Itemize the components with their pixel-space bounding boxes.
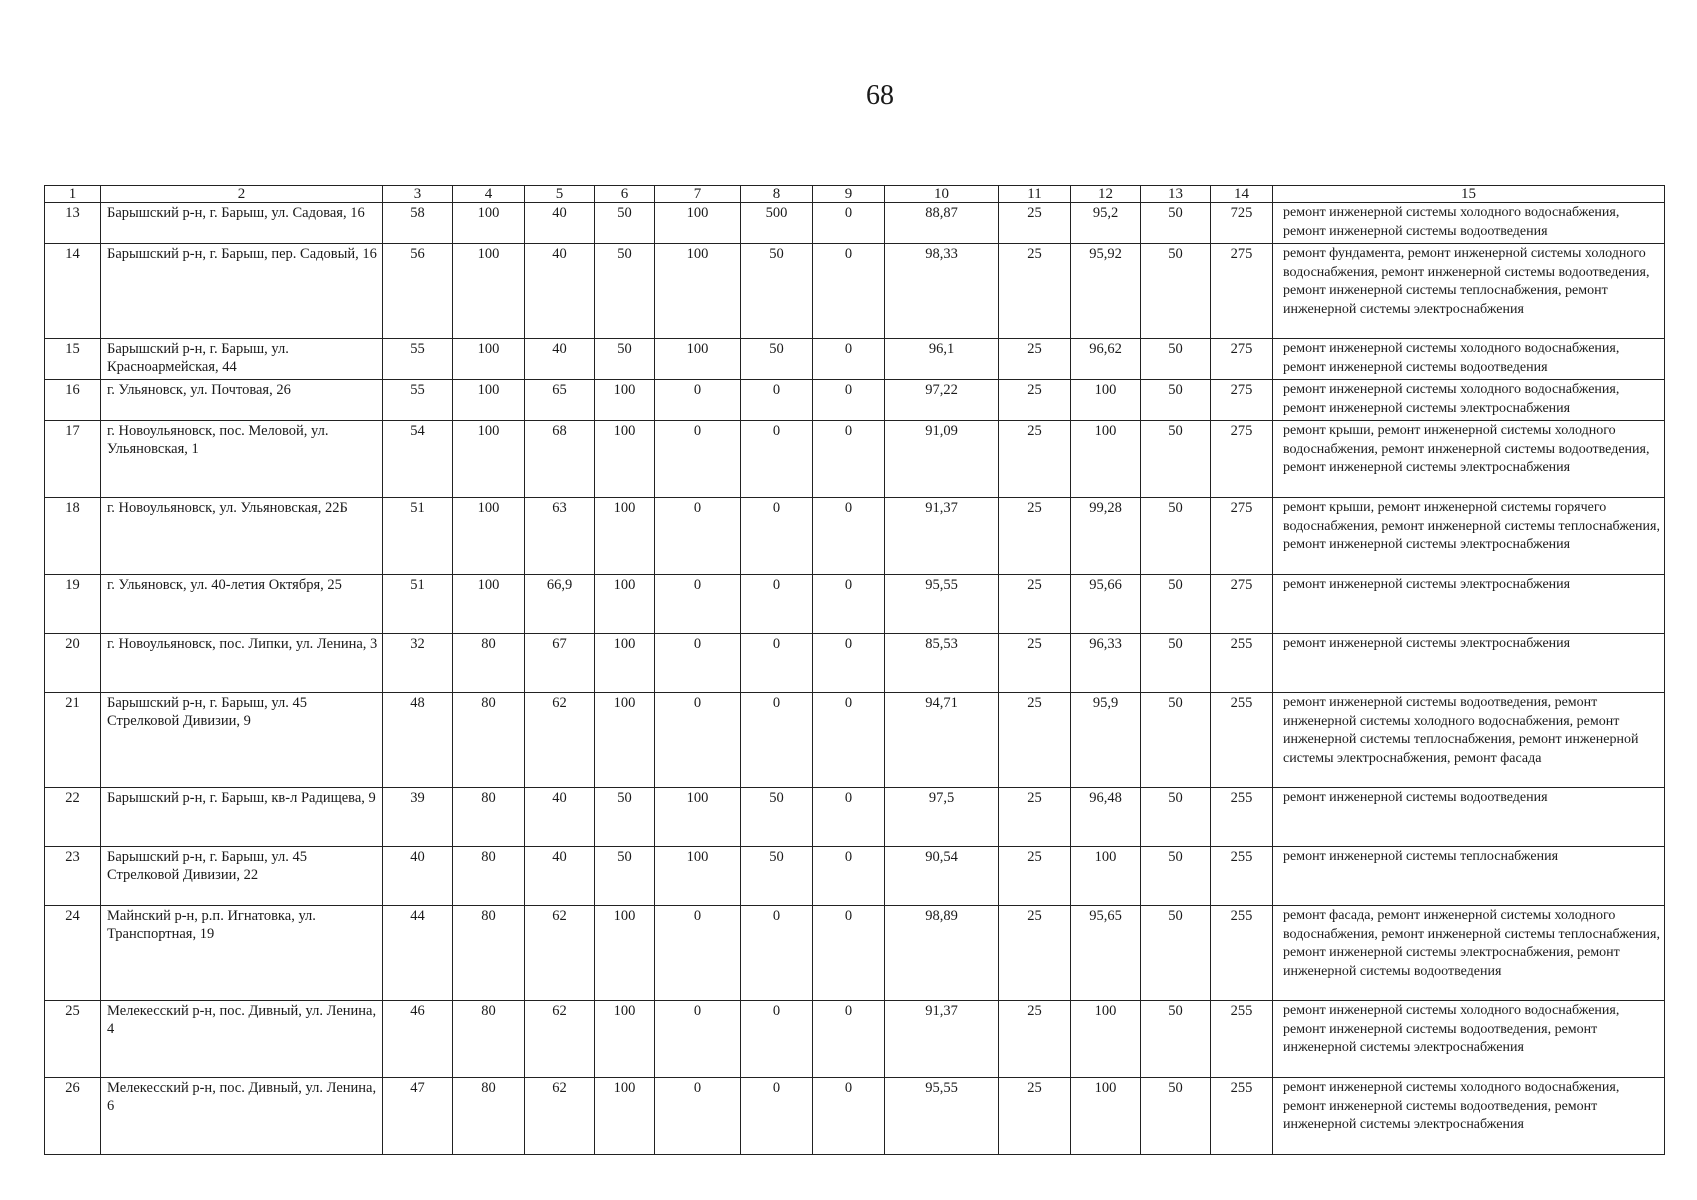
value-cell-13: 50 <box>1141 788 1211 847</box>
value-cell-10: 91,09 <box>885 421 999 498</box>
table-row <box>45 575 1665 634</box>
value-cell-14: 255 <box>1211 1001 1273 1078</box>
value-cell-6: 100 <box>595 634 655 693</box>
value-cell-4: 100 <box>453 498 525 575</box>
value-cell-14: 255 <box>1211 906 1273 1001</box>
value-cell-8: 0 <box>741 575 813 634</box>
table-row <box>45 788 1665 847</box>
address-cell: Барышский р-н, г. Барыш, ул. 45 Стрелковой Дивизии, 9 <box>101 693 383 788</box>
work-description-cell: ремонт инженерной системы электроснабжения <box>1273 575 1665 634</box>
value-cell-5: 65 <box>525 380 595 421</box>
column-header-1: 1 <box>45 186 101 203</box>
value-cell-7: 100 <box>655 203 741 244</box>
value-cell-7: 0 <box>655 906 741 1001</box>
value-cell-13: 50 <box>1141 498 1211 575</box>
column-header-10: 10 <box>885 186 999 203</box>
value-cell-10: 90,54 <box>885 847 999 906</box>
value-cell-3: 58 <box>383 203 453 244</box>
work-description-cell: ремонт фасада, ремонт инженерной системы холодного водоснабжения, ремонт инженерной системы теплоснабжения, ремонт инженерной системы электроснабжения, ремонт инженерной системы водоотведения <box>1273 906 1665 1001</box>
value-cell-14: 275 <box>1211 498 1273 575</box>
column-header-14: 14 <box>1211 186 1273 203</box>
value-cell-3: 56 <box>383 244 453 339</box>
value-cell-14: 275 <box>1211 575 1273 634</box>
value-cell-14: 275 <box>1211 380 1273 421</box>
value-cell-3: 48 <box>383 693 453 788</box>
value-cell-11: 25 <box>999 693 1071 788</box>
work-description-cell: ремонт инженерной системы электроснабжения <box>1273 634 1665 693</box>
value-cell-9: 0 <box>813 380 885 421</box>
value-cell-13: 50 <box>1141 1001 1211 1078</box>
value-cell-4: 100 <box>453 380 525 421</box>
value-cell-7: 100 <box>655 244 741 339</box>
value-cell-7: 100 <box>655 339 741 380</box>
value-cell-12: 95,65 <box>1071 906 1141 1001</box>
value-cell-3: 51 <box>383 575 453 634</box>
value-cell-4: 100 <box>453 421 525 498</box>
table-row <box>45 847 1665 906</box>
value-cell-9: 0 <box>813 693 885 788</box>
row-number-cell: 21 <box>45 693 101 788</box>
table-row <box>45 693 1665 788</box>
value-cell-3: 47 <box>383 1078 453 1155</box>
value-cell-11: 25 <box>999 847 1071 906</box>
value-cell-6: 100 <box>595 575 655 634</box>
value-cell-7: 100 <box>655 788 741 847</box>
row-number-cell: 17 <box>45 421 101 498</box>
value-cell-14: 725 <box>1211 203 1273 244</box>
value-cell-9: 0 <box>813 1001 885 1078</box>
value-cell-12: 100 <box>1071 847 1141 906</box>
table-row <box>45 906 1665 1001</box>
value-cell-7: 0 <box>655 498 741 575</box>
address-cell: Майнский р-н, р.п. Игнатовка, ул. Транспортная, 19 <box>101 906 383 1001</box>
value-cell-10: 96,1 <box>885 339 999 380</box>
value-cell-9: 0 <box>813 244 885 339</box>
work-description-cell: ремонт инженерной системы теплоснабжения <box>1273 847 1665 906</box>
column-header-8: 8 <box>741 186 813 203</box>
table-row <box>45 421 1665 498</box>
address-cell: Барышский р-н, г. Барыш, ул. Садовая, 16 <box>101 203 383 244</box>
value-cell-9: 0 <box>813 906 885 1001</box>
value-cell-9: 0 <box>813 498 885 575</box>
value-cell-11: 25 <box>999 203 1071 244</box>
address-cell: Барышский р-н, г. Барыш, пер. Садовый, 16 <box>101 244 383 339</box>
value-cell-12: 95,66 <box>1071 575 1141 634</box>
row-number-cell: 23 <box>45 847 101 906</box>
column-header-15: 15 <box>1273 186 1665 203</box>
value-cell-5: 40 <box>525 203 595 244</box>
address-cell: г. Ульяновск, ул. Почтовая, 26 <box>101 380 383 421</box>
column-header-7: 7 <box>655 186 741 203</box>
value-cell-12: 96,33 <box>1071 634 1141 693</box>
row-number-cell: 15 <box>45 339 101 380</box>
value-cell-4: 80 <box>453 1001 525 1078</box>
address-cell: г. Новоульяновск, пос. Меловой, ул. Ульяновская, 1 <box>101 421 383 498</box>
table-body <box>45 203 1665 1155</box>
value-cell-5: 62 <box>525 1001 595 1078</box>
value-cell-11: 25 <box>999 575 1071 634</box>
row-number-cell: 14 <box>45 244 101 339</box>
value-cell-6: 100 <box>595 1078 655 1155</box>
table-header-row <box>45 186 1665 203</box>
address-cell: Мелекесский р-н, пос. Дивный, ул. Ленина, 6 <box>101 1078 383 1155</box>
value-cell-7: 0 <box>655 1078 741 1155</box>
value-cell-3: 51 <box>383 498 453 575</box>
value-cell-4: 80 <box>453 1078 525 1155</box>
value-cell-10: 98,89 <box>885 906 999 1001</box>
value-cell-9: 0 <box>813 421 885 498</box>
value-cell-13: 50 <box>1141 634 1211 693</box>
table-row <box>45 1001 1665 1078</box>
value-cell-11: 25 <box>999 788 1071 847</box>
column-header-13: 13 <box>1141 186 1211 203</box>
data-table <box>44 185 1665 1155</box>
value-cell-10: 94,71 <box>885 693 999 788</box>
work-description-cell: ремонт инженерной системы холодного водоснабжения, ремонт инженерной системы водоотведения <box>1273 339 1665 380</box>
value-cell-4: 100 <box>453 575 525 634</box>
value-cell-4: 100 <box>453 244 525 339</box>
value-cell-5: 62 <box>525 906 595 1001</box>
address-cell: Мелекесский р-н, пос. Дивный, ул. Ленина, 4 <box>101 1001 383 1078</box>
value-cell-5: 40 <box>525 339 595 380</box>
value-cell-14: 275 <box>1211 339 1273 380</box>
value-cell-7: 0 <box>655 693 741 788</box>
value-cell-12: 96,48 <box>1071 788 1141 847</box>
column-header-2: 2 <box>101 186 383 203</box>
value-cell-11: 25 <box>999 1078 1071 1155</box>
value-cell-12: 100 <box>1071 1001 1141 1078</box>
value-cell-5: 67 <box>525 634 595 693</box>
value-cell-7: 0 <box>655 575 741 634</box>
value-cell-7: 0 <box>655 421 741 498</box>
work-description-cell: ремонт фундамента, ремонт инженерной системы холодного водоснабжения, ремонт инженерной системы водоотведения, ремонт инженерной системы теплоснабжения, ремонт инженерной системы электроснабжения <box>1273 244 1665 339</box>
value-cell-10: 95,55 <box>885 1078 999 1155</box>
table-row <box>45 339 1665 380</box>
column-header-4: 4 <box>453 186 525 203</box>
value-cell-13: 50 <box>1141 421 1211 498</box>
value-cell-14: 255 <box>1211 634 1273 693</box>
value-cell-5: 66,9 <box>525 575 595 634</box>
value-cell-8: 0 <box>741 906 813 1001</box>
data-table-container <box>44 185 1664 1155</box>
value-cell-13: 50 <box>1141 906 1211 1001</box>
column-header-11: 11 <box>999 186 1071 203</box>
table-row <box>45 634 1665 693</box>
value-cell-5: 68 <box>525 421 595 498</box>
table-row <box>45 203 1665 244</box>
value-cell-8: 0 <box>741 498 813 575</box>
work-description-cell: ремонт инженерной системы водоотведения <box>1273 788 1665 847</box>
value-cell-11: 25 <box>999 421 1071 498</box>
value-cell-11: 25 <box>999 634 1071 693</box>
value-cell-13: 50 <box>1141 1078 1211 1155</box>
work-description-cell: ремонт крыши, ремонт инженерной системы горячего водоснабжения, ремонт инженерной системы теплоснабжения, ремонт инженерной системы электроснабжения <box>1273 498 1665 575</box>
value-cell-6: 100 <box>595 693 655 788</box>
value-cell-4: 100 <box>453 203 525 244</box>
value-cell-13: 50 <box>1141 693 1211 788</box>
value-cell-8: 0 <box>741 1078 813 1155</box>
value-cell-11: 25 <box>999 244 1071 339</box>
row-number-cell: 26 <box>45 1078 101 1155</box>
value-cell-14: 255 <box>1211 847 1273 906</box>
value-cell-3: 55 <box>383 380 453 421</box>
value-cell-14: 275 <box>1211 244 1273 339</box>
value-cell-10: 97,5 <box>885 788 999 847</box>
value-cell-9: 0 <box>813 847 885 906</box>
value-cell-3: 55 <box>383 339 453 380</box>
work-description-cell: ремонт крыши, ремонт инженерной системы холодного водоснабжения, ремонт инженерной системы водоотведения, ремонт инженерной системы электроснабжения <box>1273 421 1665 498</box>
column-header-9: 9 <box>813 186 885 203</box>
work-description-cell: ремонт инженерной системы холодного водоснабжения, ремонт инженерной системы водоотведения, ремонт инженерной системы электроснабжения <box>1273 1078 1665 1155</box>
value-cell-11: 25 <box>999 1001 1071 1078</box>
value-cell-7: 0 <box>655 634 741 693</box>
value-cell-10: 95,55 <box>885 575 999 634</box>
value-cell-13: 50 <box>1141 380 1211 421</box>
value-cell-4: 80 <box>453 847 525 906</box>
value-cell-11: 25 <box>999 498 1071 575</box>
value-cell-5: 40 <box>525 788 595 847</box>
value-cell-4: 80 <box>453 788 525 847</box>
value-cell-6: 100 <box>595 498 655 575</box>
value-cell-12: 99,28 <box>1071 498 1141 575</box>
value-cell-8: 50 <box>741 339 813 380</box>
value-cell-3: 54 <box>383 421 453 498</box>
value-cell-8: 50 <box>741 847 813 906</box>
value-cell-13: 50 <box>1141 847 1211 906</box>
value-cell-7: 0 <box>655 1001 741 1078</box>
value-cell-10: 98,33 <box>885 244 999 339</box>
value-cell-14: 255 <box>1211 693 1273 788</box>
table-row <box>45 244 1665 339</box>
value-cell-5: 62 <box>525 693 595 788</box>
value-cell-12: 95,2 <box>1071 203 1141 244</box>
value-cell-11: 25 <box>999 339 1071 380</box>
row-number-cell: 22 <box>45 788 101 847</box>
row-number-cell: 18 <box>45 498 101 575</box>
value-cell-6: 50 <box>595 244 655 339</box>
table-row <box>45 498 1665 575</box>
column-header-5: 5 <box>525 186 595 203</box>
column-header-3: 3 <box>383 186 453 203</box>
value-cell-6: 100 <box>595 421 655 498</box>
value-cell-11: 25 <box>999 380 1071 421</box>
value-cell-14: 255 <box>1211 788 1273 847</box>
value-cell-3: 39 <box>383 788 453 847</box>
address-cell: Барышский р-н, г. Барыш, кв-л Радищева, 9 <box>101 788 383 847</box>
value-cell-12: 100 <box>1071 380 1141 421</box>
value-cell-7: 0 <box>655 380 741 421</box>
table-row <box>45 380 1665 421</box>
value-cell-8: 0 <box>741 421 813 498</box>
value-cell-13: 50 <box>1141 244 1211 339</box>
value-cell-9: 0 <box>813 634 885 693</box>
value-cell-12: 100 <box>1071 421 1141 498</box>
value-cell-4: 80 <box>453 634 525 693</box>
row-number-cell: 16 <box>45 380 101 421</box>
value-cell-8: 50 <box>741 244 813 339</box>
value-cell-6: 50 <box>595 847 655 906</box>
value-cell-13: 50 <box>1141 203 1211 244</box>
value-cell-5: 40 <box>525 847 595 906</box>
address-cell: Барышский р-н, г. Барыш, ул. Красноармейская, 44 <box>101 339 383 380</box>
value-cell-9: 0 <box>813 788 885 847</box>
value-cell-9: 0 <box>813 339 885 380</box>
value-cell-6: 100 <box>595 380 655 421</box>
value-cell-14: 275 <box>1211 421 1273 498</box>
value-cell-5: 63 <box>525 498 595 575</box>
value-cell-4: 80 <box>453 693 525 788</box>
value-cell-9: 0 <box>813 203 885 244</box>
value-cell-6: 100 <box>595 1001 655 1078</box>
value-cell-5: 62 <box>525 1078 595 1155</box>
address-cell: Барышский р-н, г. Барыш, ул. 45 Стрелковой Дивизии, 22 <box>101 847 383 906</box>
value-cell-8: 50 <box>741 788 813 847</box>
value-cell-6: 50 <box>595 788 655 847</box>
value-cell-3: 46 <box>383 1001 453 1078</box>
value-cell-3: 44 <box>383 906 453 1001</box>
value-cell-11: 25 <box>999 906 1071 1001</box>
value-cell-14: 255 <box>1211 1078 1273 1155</box>
value-cell-12: 95,9 <box>1071 693 1141 788</box>
value-cell-3: 40 <box>383 847 453 906</box>
value-cell-10: 91,37 <box>885 1001 999 1078</box>
value-cell-8: 0 <box>741 1001 813 1078</box>
work-description-cell: ремонт инженерной системы холодного водоснабжения, ремонт инженерной системы электроснабжения <box>1273 380 1665 421</box>
value-cell-8: 0 <box>741 634 813 693</box>
row-number-cell: 24 <box>45 906 101 1001</box>
column-header-6: 6 <box>595 186 655 203</box>
value-cell-9: 0 <box>813 575 885 634</box>
value-cell-8: 0 <box>741 380 813 421</box>
row-number-cell: 20 <box>45 634 101 693</box>
value-cell-12: 95,92 <box>1071 244 1141 339</box>
value-cell-10: 88,87 <box>885 203 999 244</box>
value-cell-13: 50 <box>1141 339 1211 380</box>
value-cell-4: 100 <box>453 339 525 380</box>
work-description-cell: ремонт инженерной системы водоотведения, ремонт инженерной системы холодного водоснабжения, ремонт инженерной системы теплоснабжения, ремонт инженерной системы электроснабжения, ремонт фасада <box>1273 693 1665 788</box>
value-cell-12: 96,62 <box>1071 339 1141 380</box>
row-number-cell: 25 <box>45 1001 101 1078</box>
address-cell: г. Новоульяновск, пос. Липки, ул. Ленина, 3 <box>101 634 383 693</box>
value-cell-6: 50 <box>595 339 655 380</box>
value-cell-8: 500 <box>741 203 813 244</box>
value-cell-3: 32 <box>383 634 453 693</box>
row-number-cell: 19 <box>45 575 101 634</box>
value-cell-8: 0 <box>741 693 813 788</box>
address-cell: г. Ульяновск, ул. 40-летия Октября, 25 <box>101 575 383 634</box>
value-cell-12: 100 <box>1071 1078 1141 1155</box>
value-cell-9: 0 <box>813 1078 885 1155</box>
value-cell-13: 50 <box>1141 575 1211 634</box>
value-cell-5: 40 <box>525 244 595 339</box>
value-cell-4: 80 <box>453 906 525 1001</box>
address-cell: г. Новоульяновск, ул. Ульяновская, 22Б <box>101 498 383 575</box>
value-cell-10: 97,22 <box>885 380 999 421</box>
column-header-12: 12 <box>1071 186 1141 203</box>
page-number: 68 <box>866 80 894 111</box>
work-description-cell: ремонт инженерной системы холодного водоснабжения, ремонт инженерной системы водоотведения <box>1273 203 1665 244</box>
value-cell-10: 85,53 <box>885 634 999 693</box>
value-cell-10: 91,37 <box>885 498 999 575</box>
value-cell-6: 50 <box>595 203 655 244</box>
value-cell-6: 100 <box>595 906 655 1001</box>
work-description-cell: ремонт инженерной системы холодного водоснабжения, ремонт инженерной системы водоотведения, ремонт инженерной системы электроснабжения <box>1273 1001 1665 1078</box>
table-row <box>45 1078 1665 1155</box>
row-number-cell: 13 <box>45 203 101 244</box>
value-cell-7: 100 <box>655 847 741 906</box>
